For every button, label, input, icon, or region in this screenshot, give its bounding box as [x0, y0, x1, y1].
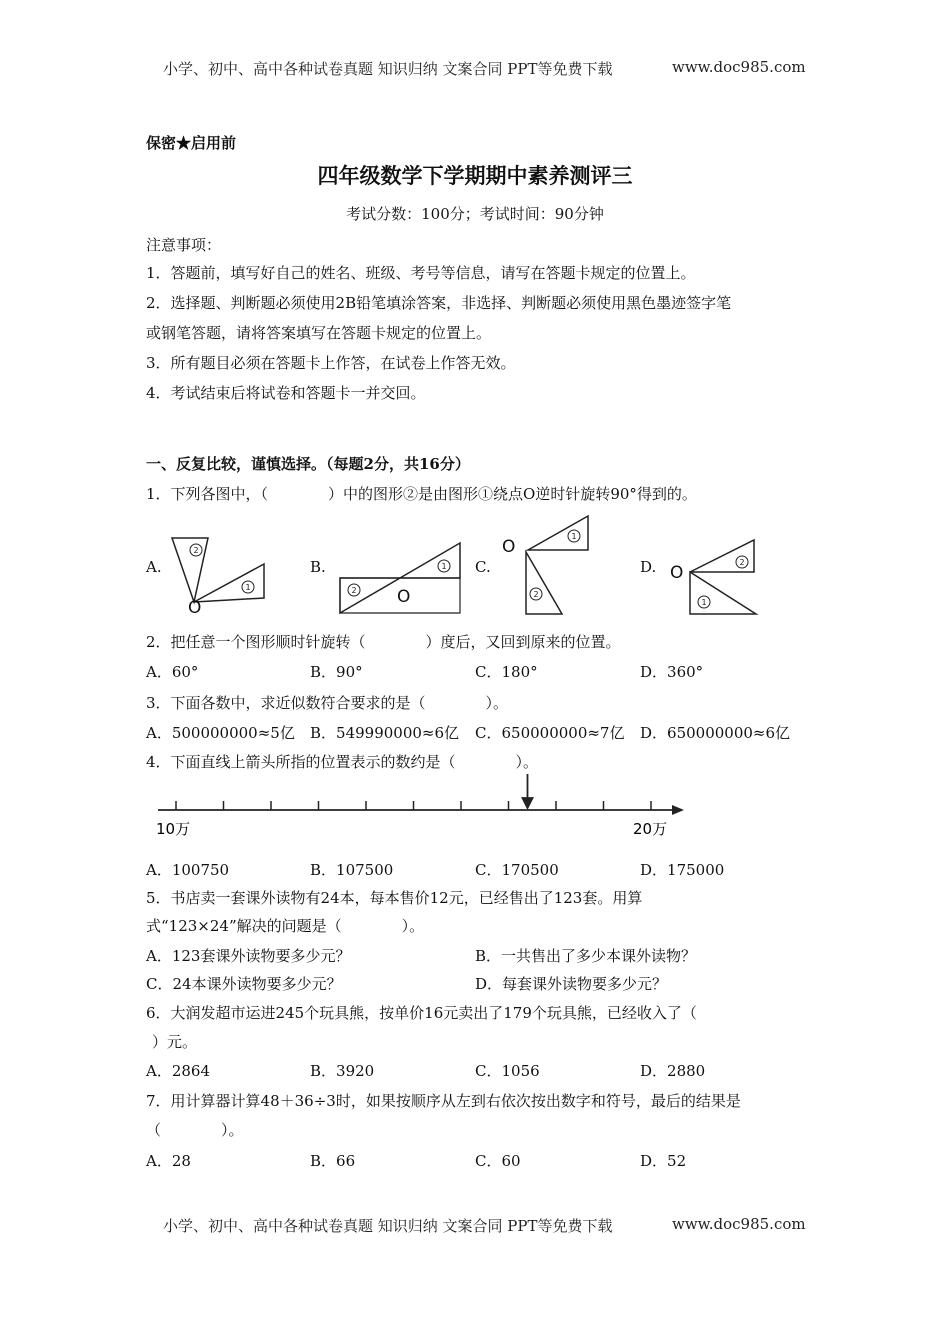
q5-option-a[interactable]: A．123套课外读物要多少元？	[146, 947, 351, 965]
q6-option-a[interactable]: A．2864	[146, 1062, 211, 1080]
q5-option-d[interactable]: D．每套课外读物要多少元？	[475, 975, 668, 993]
q1-option-a[interactable]: A.	[146, 558, 162, 576]
fig-d-label-1: 1	[701, 598, 707, 607]
q4-option-b[interactable]: B．107500	[310, 861, 394, 879]
page-title: 四年级数学下学期期中素养测评三	[317, 164, 633, 188]
q4-option-d[interactable]: D．175000	[640, 861, 725, 879]
q1-option-c[interactable]: C.	[475, 558, 491, 576]
question-4-stem: 4．下面直线上箭头所指的位置表示的数约是（ ）。	[146, 753, 539, 771]
line-arrowhead-icon	[672, 805, 684, 815]
question-5-stem: 5．书店卖一套课外读物有24本，每本售价12元，已经售出了123套。用算	[146, 889, 643, 907]
q4-option-a[interactable]: A．100750	[146, 861, 230, 879]
q7-option-c[interactable]: C．60	[475, 1152, 521, 1170]
q3-option-c[interactable]: C．650000000≈7亿	[475, 724, 625, 742]
numberline-start-label: 10万	[156, 820, 191, 838]
fig-c-label-1: 1	[571, 532, 577, 541]
header-site[interactable]: www.doc985.com	[672, 58, 806, 76]
q1-figures	[160, 510, 780, 620]
fig-b-shape-2	[340, 578, 400, 613]
question-6-stem: 6．大润发超市运进245个玩具熊，按单价16元卖出了179个玩具熊，已经收入了（	[146, 1004, 697, 1022]
section-heading: 一、反复比较，谨慎选择。（每题2分，共16分）	[146, 455, 470, 473]
fig-c-label-2: 2	[533, 590, 539, 599]
confidential-label: 保密★启用前	[146, 134, 237, 152]
fig-a-shape-1	[194, 564, 264, 602]
fig-d-shape-1	[690, 572, 756, 614]
notes-heading: 注意事项：	[146, 236, 222, 254]
fig-b-shape-1	[400, 543, 460, 578]
header-text: 小学、初中、高中各种试卷真题 知识归纳 文案合同 PPT等免费下载	[163, 60, 613, 78]
q3-option-a[interactable]: A．500000000≈5亿	[146, 724, 295, 742]
q7-option-d[interactable]: D．52	[640, 1152, 687, 1170]
fig-c-shape-2	[526, 552, 562, 614]
question-7-stem-cont: （ ）。	[146, 1121, 244, 1139]
question-7-stem: 7．用计算器计算48＋36÷3时，如果按顺序从左到右依次按出数字和符号，最后的结果是	[146, 1092, 741, 1110]
question-6-stem-cont: ）元。	[152, 1033, 198, 1051]
footer-text: 小学、初中、高中各种试卷真题 知识归纳 文案合同 PPT等免费下载	[163, 1217, 613, 1235]
fig-a-point-o: O	[188, 598, 202, 618]
q3-option-d[interactable]: D．650000000≈6亿	[640, 724, 791, 742]
q2-option-b[interactable]: B．90°	[310, 663, 363, 681]
q7-option-b[interactable]: B．66	[310, 1152, 356, 1170]
note-item: 4．考试结束后将试卷和答题卡一并交回。	[146, 384, 426, 402]
fig-d-point-o: O	[670, 563, 684, 583]
question-1-stem: 1．下列各图中，（ ）中的图形②是由图形①绕点O逆时针旋转90°得到的。	[146, 485, 697, 503]
numberline-end-label: 20万	[633, 820, 668, 838]
q2-option-a[interactable]: A．60°	[146, 663, 199, 681]
q6-option-d[interactable]: D．2880	[640, 1062, 706, 1080]
fig-b-point-o: O	[397, 587, 411, 607]
q6-option-b[interactable]: B．3920	[310, 1062, 375, 1080]
q5-option-b[interactable]: B．一共售出了多少本课外读物？	[475, 947, 697, 965]
exam-info: 考试分数：100分；考试时间：90分钟	[346, 205, 604, 223]
footer-site[interactable]: www.doc985.com	[672, 1215, 806, 1233]
fig-a-label-2: 2	[193, 546, 199, 555]
question-3-stem: 3．下面各数中，求近似数符合要求的是（ ）。	[146, 694, 509, 712]
fig-b-label-2: 2	[351, 586, 357, 595]
fig-b-label-1: 1	[441, 562, 447, 571]
note-item: 1．答题前，填写好自己的姓名、班级、考号等信息，请写在答题卡规定的位置上。	[146, 264, 696, 282]
note-item: 2．选择题、判断题必须使用2B铅笔填涂答案，非选择、判断题必须使用黑色墨迹签字笔	[146, 294, 732, 312]
note-item: 3．所有题目必须在答题卡上作答，在试卷上作答无效。	[146, 354, 516, 372]
q3-option-b[interactable]: B．549990000≈6亿	[310, 724, 460, 742]
fig-d-label-2: 2	[739, 558, 745, 567]
fig-c-point-o: O	[502, 537, 516, 557]
q6-option-c[interactable]: C．1056	[475, 1062, 540, 1080]
q1-option-d[interactable]: D.	[640, 558, 657, 576]
question-5-stem-cont: 式“123×24”解决的问题是（ ）。	[146, 917, 425, 935]
note-item: 或钢笔答题，请将答案填写在答题卡规定的位置上。	[146, 324, 492, 342]
pointer-arrow-icon	[523, 798, 533, 808]
q2-option-c[interactable]: C．180°	[475, 663, 538, 681]
q7-option-a[interactable]: A．28	[146, 1152, 191, 1170]
fig-a-label-1: 1	[245, 583, 251, 592]
q5-option-c[interactable]: C．24本课外读物要多少元？	[146, 975, 342, 993]
q4-number-line	[150, 772, 695, 842]
q2-option-d[interactable]: D．360°	[640, 663, 704, 681]
question-2-stem: 2．把任意一个图形顺时针旋转（ ）度后，又回到原来的位置。	[146, 633, 621, 651]
q1-option-b[interactable]: B.	[310, 558, 326, 576]
q4-option-c[interactable]: C．170500	[475, 861, 559, 879]
